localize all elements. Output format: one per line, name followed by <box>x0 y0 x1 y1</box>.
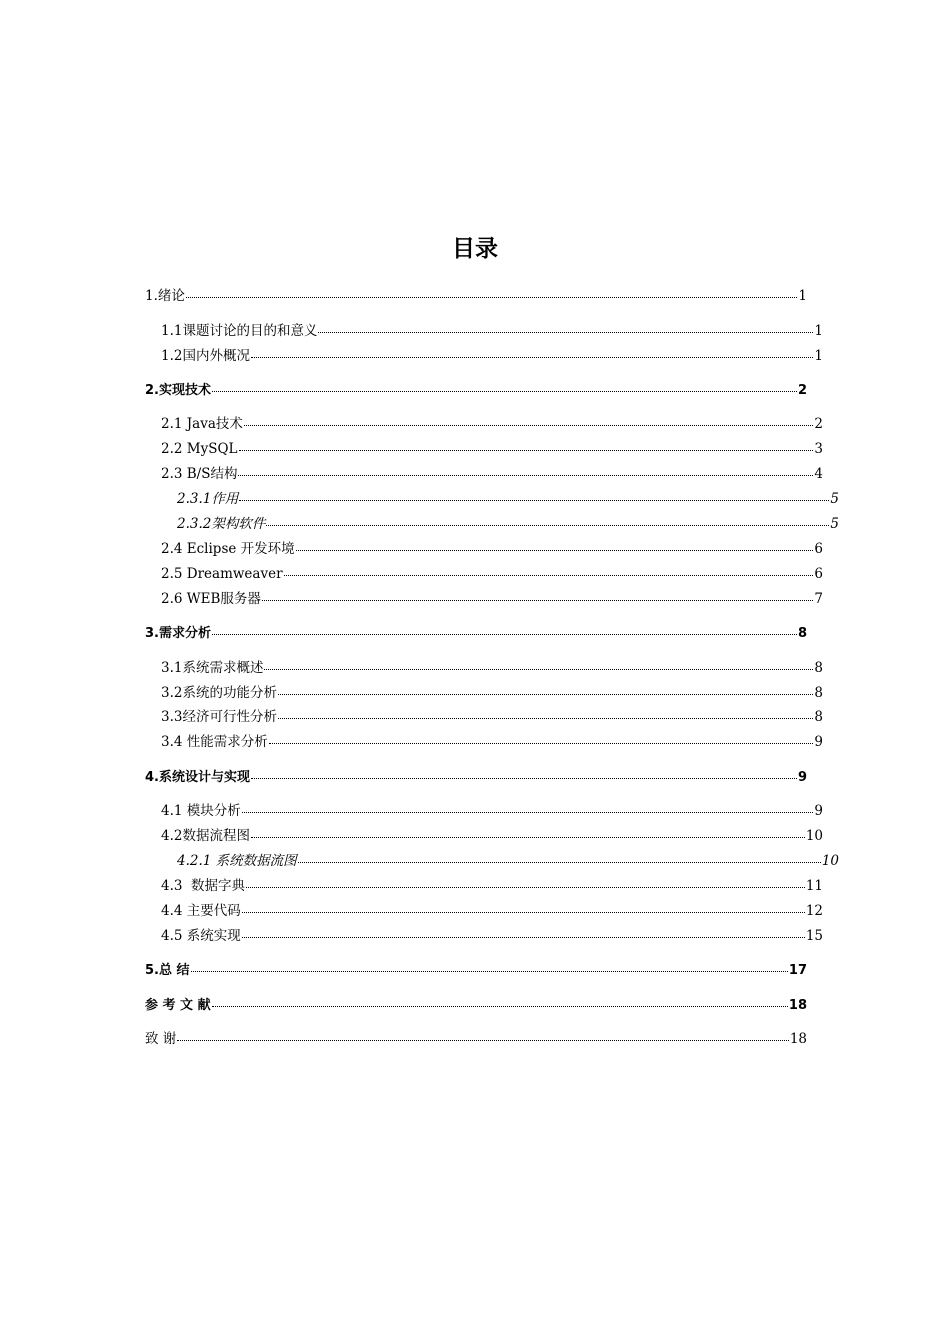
toc-entry-text: 4.2数据流程图 <box>161 828 250 844</box>
toc-entry-page: 10 <box>821 853 839 869</box>
toc-entry[interactable] <box>145 489 839 508</box>
dot-leader <box>251 767 797 781</box>
toc-entry-page: 8 <box>814 685 823 701</box>
toc-entry[interactable] <box>145 380 807 400</box>
toc-entry-page: 6 <box>814 541 823 557</box>
dot-leader <box>238 464 813 478</box>
toc-entry-page: 8 <box>814 709 823 725</box>
toc-entry-text: 5.总 结 <box>145 963 190 978</box>
toc-entry[interactable] <box>145 851 839 870</box>
toc-entry-page: 10 <box>805 828 823 844</box>
toc-entry[interactable] <box>145 901 823 920</box>
toc-entry-text: 3.4 性能需求分析 <box>161 734 268 750</box>
toc-entry[interactable] <box>145 514 839 533</box>
toc-entry[interactable] <box>145 589 823 608</box>
toc-entry-text: 3.3经济可行性分析 <box>161 709 277 725</box>
dot-leader <box>246 876 805 890</box>
toc-entry-page: 2 <box>814 416 823 432</box>
toc-entry-page: 15 <box>805 928 823 944</box>
toc-entry-page: 9 <box>797 770 807 785</box>
toc-entry[interactable] <box>145 539 823 558</box>
dot-leader <box>242 926 805 940</box>
toc-entry-page: 7 <box>814 591 823 607</box>
toc-entry-page: 8 <box>814 660 823 676</box>
toc-entry-text: 4.5 系统实现 <box>161 928 241 944</box>
dot-leader <box>239 489 829 503</box>
toc-entry-page: 18 <box>788 998 807 1013</box>
toc-entry[interactable] <box>145 767 807 787</box>
toc-entry-text: 2.1 Java技术 <box>161 416 243 432</box>
toc-entry-page: 4 <box>814 466 823 482</box>
toc-entry-page: 9 <box>814 803 823 819</box>
toc-entry[interactable] <box>145 960 807 980</box>
dot-leader <box>296 539 814 553</box>
toc-entry[interactable] <box>145 564 823 583</box>
dot-leader <box>284 564 814 578</box>
toc-entry-text: 2.2 MySQL <box>161 441 238 457</box>
toc-entry[interactable] <box>145 826 823 845</box>
dot-leader <box>242 901 805 915</box>
dot-leader <box>251 346 813 360</box>
toc-entry-page: 1 <box>814 348 823 364</box>
toc-entry-text: 参 考 文 献 <box>145 998 211 1013</box>
toc-entry-text: 2.3.2架构软件 <box>177 516 266 532</box>
toc-entry-page: 2 <box>797 383 807 398</box>
toc-entry[interactable] <box>145 414 823 433</box>
dot-leader <box>212 380 797 394</box>
toc-entry[interactable] <box>145 801 823 820</box>
toc-entry-text: 4.3 数据字典 <box>161 878 246 894</box>
dot-leader <box>269 732 814 746</box>
toc-entry[interactable] <box>145 464 823 483</box>
toc-entry-page: 3 <box>814 441 823 457</box>
dot-leader <box>212 623 797 637</box>
toc-entry[interactable] <box>145 926 823 945</box>
toc-entry-text: 4.4 主要代码 <box>161 903 241 919</box>
toc-entry-text: 2.5 Dreamweaver <box>161 566 283 582</box>
toc-entry-page: 8 <box>797 626 807 641</box>
dot-leader <box>186 286 798 300</box>
dot-leader <box>251 826 805 840</box>
toc-entry[interactable] <box>145 876 823 895</box>
dot-leader <box>298 851 821 865</box>
dot-leader <box>264 658 813 672</box>
toc-entry-text: 4.1 模块分析 <box>161 803 241 819</box>
toc-entry-page: 9 <box>814 734 823 750</box>
toc-entry[interactable] <box>145 321 823 340</box>
toc-entry[interactable] <box>145 683 823 702</box>
toc-entry-page: 6 <box>814 566 823 582</box>
toc-entry-text: 4.系统设计与实现 <box>145 770 250 785</box>
toc-entry-text: 1.1课题讨论的目的和意义 <box>161 323 318 339</box>
dot-leader <box>262 589 813 603</box>
toc-entry-text: 3.需求分析 <box>145 626 211 641</box>
toc-entry[interactable] <box>145 439 823 458</box>
toc-entry[interactable] <box>145 623 807 643</box>
toc-entry-text: 4.2.1 系统数据流图 <box>177 853 297 869</box>
dot-leader <box>212 995 788 1009</box>
toc-entry-text: 1.绪论 <box>145 288 185 304</box>
toc-entry-text: 2.3 B/S结构 <box>161 466 238 482</box>
toc-entry-page: 12 <box>805 903 823 919</box>
toc-entry-page: 5 <box>830 516 839 532</box>
dot-leader <box>278 707 813 721</box>
toc-entry-page: 17 <box>788 963 807 978</box>
toc-entry[interactable] <box>145 995 807 1015</box>
toc-entry-page: 1 <box>798 288 807 304</box>
toc-entry-page: 5 <box>830 491 839 507</box>
page-title: 目录 <box>452 236 498 262</box>
toc-entry-page: 11 <box>805 878 823 894</box>
toc-entry[interactable] <box>145 658 823 677</box>
dot-leader <box>177 1029 789 1043</box>
toc-entry-text: 致 谢 <box>145 1031 177 1047</box>
toc-entry[interactable] <box>145 286 807 305</box>
dot-leader <box>278 683 813 697</box>
toc-entry[interactable] <box>145 346 823 365</box>
toc-entry-text: 3.1系统需求概述 <box>161 660 264 676</box>
toc-entry[interactable] <box>145 1029 807 1048</box>
toc-entry[interactable] <box>145 732 823 751</box>
toc-entry-text: 2.实现技术 <box>145 383 211 398</box>
dot-leader <box>191 960 788 974</box>
toc-entry-text: 2.3.1作用 <box>177 491 239 507</box>
dot-leader <box>266 514 829 528</box>
toc-entry-page: 1 <box>814 323 823 339</box>
toc-entry-page: 18 <box>789 1031 807 1047</box>
dot-leader <box>242 801 814 815</box>
dot-leader <box>244 414 814 428</box>
toc-entry-text: 3.2系统的功能分析 <box>161 685 277 701</box>
dot-leader <box>318 321 813 335</box>
toc-entry[interactable] <box>145 707 823 726</box>
toc-entry-text: 2.4 Eclipse 开发环境 <box>161 541 295 557</box>
dot-leader <box>239 439 814 453</box>
toc-entry-text: 2.6 WEB服务器 <box>161 591 261 607</box>
toc-entry-text: 1.2国内外概况 <box>161 348 250 364</box>
